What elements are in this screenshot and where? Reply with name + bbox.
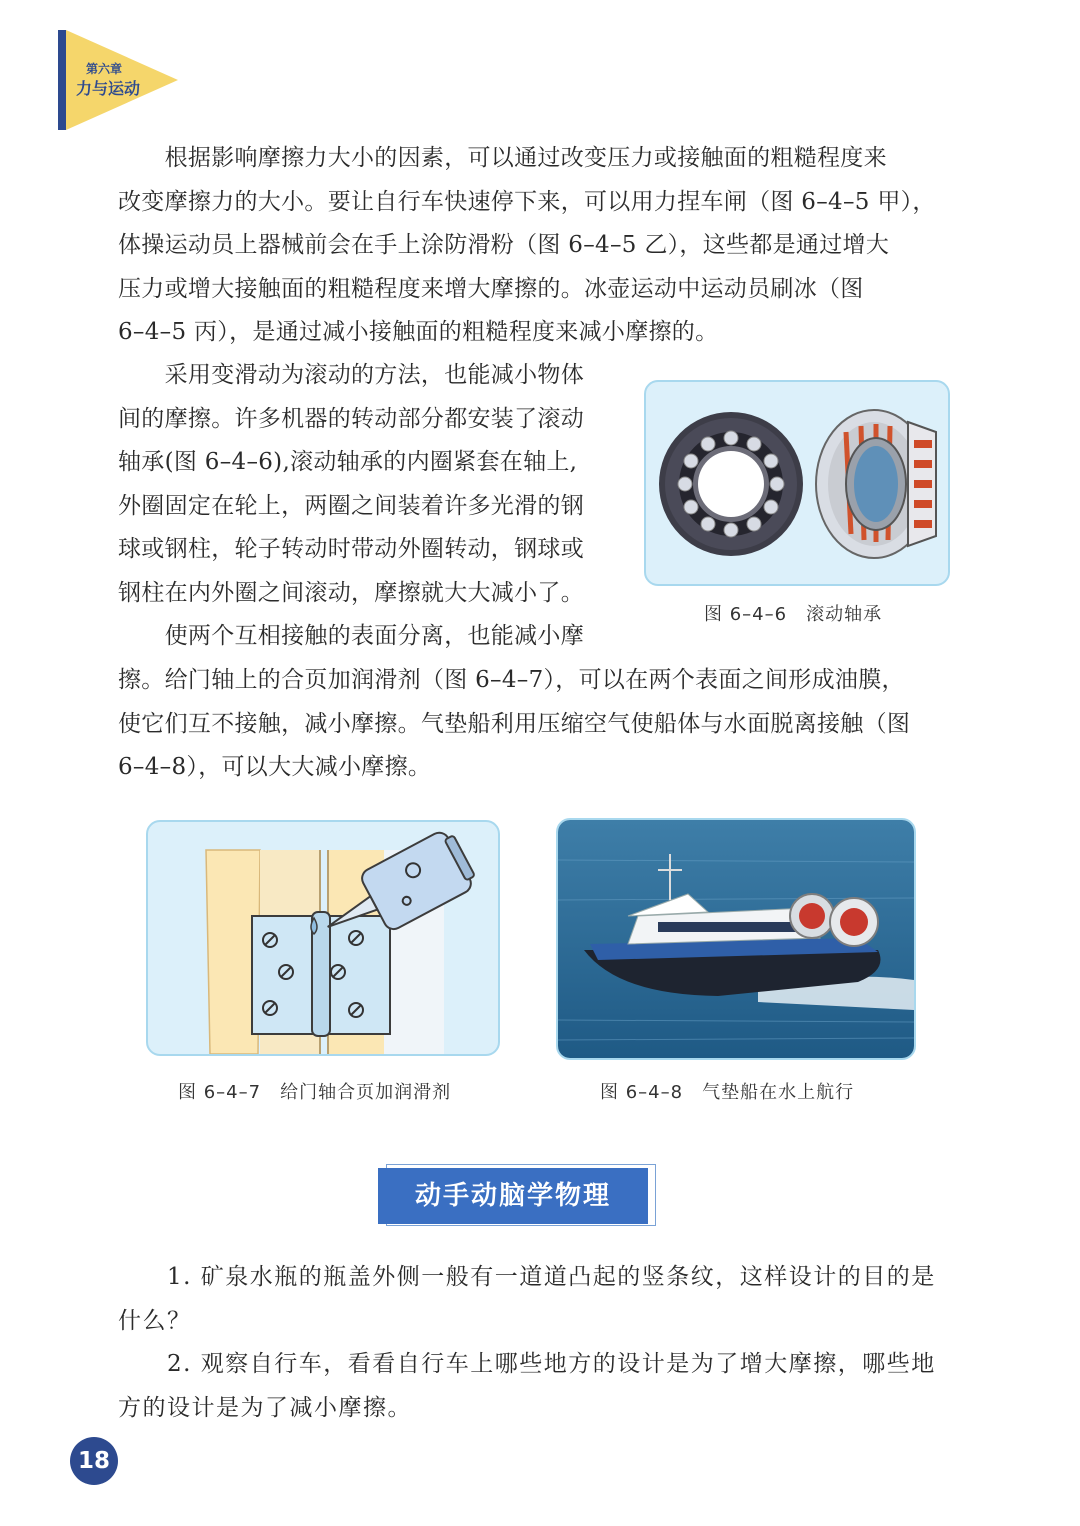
figure-caption-bearing: 图 6–4–6 滚动轴承 bbox=[704, 604, 883, 625]
bearing-illustration bbox=[646, 382, 948, 584]
paragraph-1 bbox=[118, 137, 936, 355]
chapter-tab bbox=[58, 30, 178, 130]
figure-hovercraft bbox=[556, 818, 916, 1060]
figure-caption-hinge: 图 6–4–7 给门轴合页加润滑剂 bbox=[178, 1082, 452, 1103]
question-line: 1. 矿泉水瓶的瓶盖外侧一般有一道道凸起的竖条纹，这样设计的目的是 bbox=[118, 1264, 936, 1290]
hinge-illustration bbox=[148, 822, 498, 1054]
text-line: 间的摩擦。许多机器的转动部分都安装了滚动 bbox=[118, 405, 584, 432]
exercise-questions bbox=[118, 1256, 936, 1430]
chapter-tab-bar bbox=[58, 30, 66, 130]
text-line: 改变摩擦力的大小。要让自行车快速停下来，可以用力捏车闸（图 6–4–5 甲）， bbox=[118, 188, 936, 215]
section-title: 动手动脑学物理 bbox=[414, 1181, 611, 1211]
text-line: 球或钢柱，轮子转动时带动外圈转动，钢球或 bbox=[118, 536, 584, 562]
text-line: 使两个互相接触的表面分离，也能减小摩 bbox=[118, 623, 584, 649]
text-line: 外圈固定在轮上，两圈之间装着许多光滑的钢 bbox=[118, 492, 584, 519]
text-line: 体操运动员上器械前会在手上涂防滑粉（图 6–4–5 乙），这些都是通过增大 bbox=[118, 232, 890, 258]
figure-caption-hovercraft: 图 6–4–8 气垫船在水上航行 bbox=[600, 1082, 855, 1103]
hovercraft-photo bbox=[558, 820, 914, 1058]
question-line: 什么？ bbox=[118, 1307, 192, 1334]
page-number: 18 bbox=[70, 1437, 118, 1485]
figure-hinge bbox=[146, 820, 500, 1056]
paragraph-2 bbox=[118, 354, 584, 659]
question-line: 2. 观察自行车，看看自行车上哪些地方的设计是为了增大摩擦，哪些地 bbox=[118, 1351, 936, 1377]
text-line: 6–4–5 丙），是通过减小接触面的粗糙程度来减小摩擦的。 bbox=[118, 319, 719, 345]
question-line: 方的设计是为了减小摩擦。 bbox=[118, 1394, 412, 1421]
text-line: 6–4–8），可以大大减小摩擦。 bbox=[118, 754, 432, 780]
paragraph-3 bbox=[118, 659, 910, 790]
figure-bearing bbox=[644, 380, 950, 586]
text-line: 使它们互不接触，减小摩擦。气垫船利用压缩空气使船体与水面脱离接触（图 bbox=[118, 710, 911, 737]
text-line: 钢柱在内外圈之间滚动，摩擦就大大减小了。 bbox=[118, 579, 584, 606]
chapter-title: 力与运动 bbox=[76, 79, 141, 98]
text-line: 擦。给门轴上的合页加润滑剂（图 6–4–7），可以在两个表面之间形成油膜， bbox=[118, 667, 905, 693]
text-line: 压力或增大接触面的粗糙程度来增大摩擦的。冰壶运动中运动员刷冰（图 bbox=[118, 275, 864, 302]
section-header bbox=[378, 1160, 654, 1224]
text-line: 轴承(图 6–4–6),滚动轴承的内圈紧套在轴上, bbox=[118, 449, 578, 475]
text-line: 根据影响摩擦力大小的因素，可以通过改变压力或接触面的粗糙程度来 bbox=[118, 145, 887, 171]
chapter-number: 第六章 bbox=[86, 62, 123, 76]
text-line: 采用变滑动为滚动的方法，也能减小物体 bbox=[118, 362, 584, 388]
